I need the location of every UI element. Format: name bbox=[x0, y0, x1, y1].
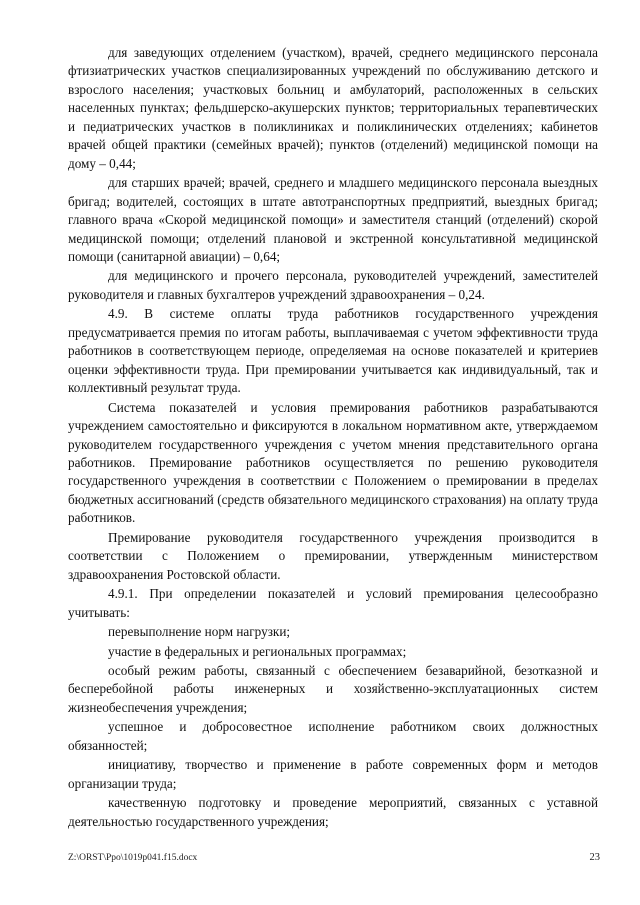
list-item-diligent-performance: успешное и добросовестное исполнение работником своих должностных обязанностей; bbox=[68, 719, 598, 753]
paragraph-bonus-system: Система показателей и условия премирования работников разрабатываются учреждением самостоятельно и фиксируются в локальном нормативном акте, утверждаемом руководителем государственного учреждения с учетом мнения представительного органа работников. Премирование работников осуществляется по решению руководителя государственного учреждения в соответствии с Положением о премировании в пределах бюджетных ассигнований (средств обязательного медицинского страхования) на оплату труда работников. bbox=[68, 399, 598, 526]
paragraph-ambulance-staff-rate: для старших врачей; врачей, среднего и младшего медицинского персонала выездных бригад; водителей, состоящих в штате автотранспортных предприятий, выездных бригад; главного врача «Скорой медицинской помощи» и заместителя станций (отделений) скорой медицинской помощи; отделений плановой и экстренной консультативной медицинской помощи (санитарной авиации) – 0,64; bbox=[68, 175, 598, 264]
list-item-special-work-mode: особый режим работы, связанный с обеспечением безаварийной, безотказной и бесперебойной работы инженерных и хозяйственно-эксплуатационных систем жизнеобеспечения учреждения; bbox=[68, 662, 598, 715]
paragraph-section-4-9-1: 4.9.1. При определении показателей и условий премирования целесообразно учитывать: bbox=[68, 586, 598, 620]
list-item-overfulfillment: перевыполнение норм нагрузки; bbox=[108, 624, 291, 640]
paragraph-other-staff-rate: для медицинского и прочего персонала, руководителей учреждений, заместителей руководителя и главных бухгалтеров учреждений здравоохранения – 0,24. bbox=[68, 268, 598, 302]
paragraph-section-4-9: 4.9. В системе оплаты труда работников государственного учреждения предусматривается премия по итогам работы, выплачиваемая с учетом эффективности труда работников в соответствующем периоде, определяемая на основе показателей и критериев оценки эффективности труда. При премировании учитывается как индивидуальный, так и коллективный результат труда. bbox=[68, 306, 598, 396]
list-item-events-preparation: качественную подготовку и проведение мероприятий, связанных с уставной деятельностью государственного учреждения; bbox=[68, 795, 598, 829]
paragraph-director-bonus: Премирование руководителя государственного учреждения производится в соответствии с Положением о премировании, утвержденным министерством здравоохранения Ростовской области. bbox=[68, 529, 598, 582]
list-item-programs-participation: участие в федеральных и региональных программах; bbox=[108, 643, 407, 659]
footer-page-number: 23 bbox=[589, 852, 600, 863]
paragraph-department-heads-rate: для заведующих отделением (участком), врачей, среднего медицинского персонала фтизиатрических участков специализированных учреждений по обслуживанию детского и взрослого населения; участковых больниц и амбулаторий, расположенных в сельских населенных пунктах; фельдшерско-акушерских пунктов; территориальных терапевтических и педиатрических участков в поликлиниках и поликлинических отделениях; кабинетов врачей общей практики (семейных врачей); пунктов (отделений) медицинской помощи на дому – 0,44; bbox=[68, 45, 598, 171]
list-item-initiative: инициативу, творчество и применение в работе современных форм и методов организации труда; bbox=[68, 757, 598, 791]
document-body bbox=[68, 44, 598, 832]
footer-file-path: Z:\ORST\Ppo\1019p041.f15.docx bbox=[68, 853, 198, 863]
